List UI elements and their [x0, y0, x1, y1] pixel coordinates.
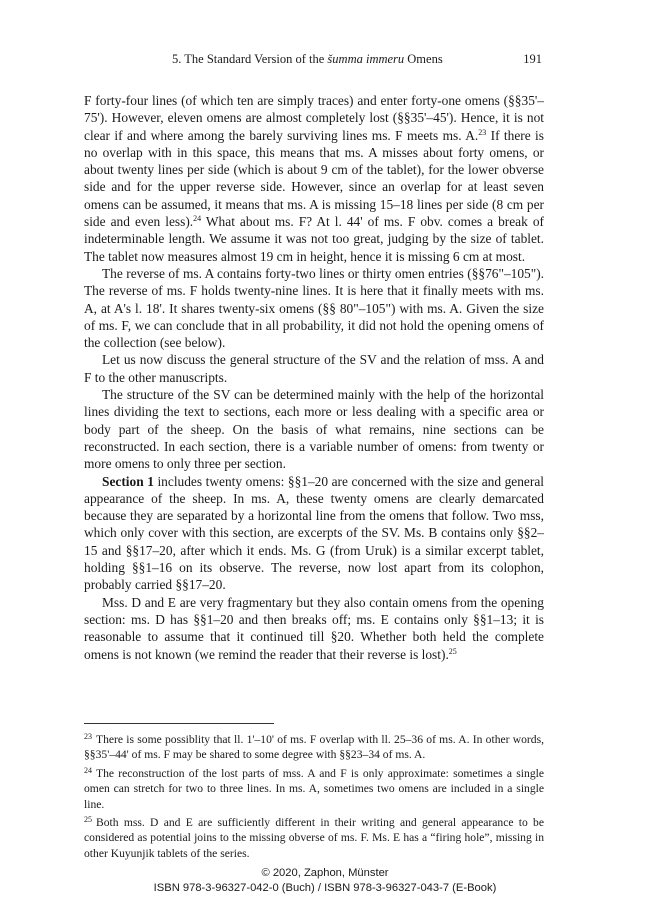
footnote-ref-23[interactable]: 23: [478, 127, 487, 137]
footnote-text: The reconstruction of the lost parts of mss. A and F is only approximate: sometimes a single omen can stretch for two to three lines. In ms. A, sometimes two omens are included in a single line.: [84, 766, 544, 811]
section-heading: Section 1: [102, 473, 154, 489]
footnote-ref-24[interactable]: 24: [193, 214, 202, 224]
paragraph-3: Let us now discuss the general structure of the SV and the relation of mss. A and F to the other manuscripts.: [84, 352, 544, 385]
footnote-number: 23: [84, 732, 92, 741]
page-number: 191: [523, 52, 542, 66]
footnotes: [84, 729, 544, 861]
footnote-text: Both mss. D and E are sufficiently different in their writing and general appearance to be considered as potential joins to the missing obverse of ms. F. Ms. E has a “firing hole”, missing in other Kuyunjik tablets of the series.: [84, 816, 544, 860]
footnote-number: 25: [84, 815, 92, 825]
footnote-ref-25[interactable]: 25: [448, 646, 457, 656]
paragraph-1: F forty-four lines (of which ten are simply traces) and enter forty-one omens (§§35'–75'). However, eleven omens are almost completely lost (§§35'–45'). Hence, it is not clear if and where among the barely surviving lines ms. F meets ms. A.$^{23}$ If there is no overlap with in this space, this means that ms. A misses about forty omens, or about twenty lines per side (which is about 9 cm of the tablet), for the lower obverse side and for the upper reverse side. However, since an overlap for at least seven omens can be assumed, it means that ms. A is missing 15–18 lines per side (8 cm per side and even less).$^{24}$ What about ms. F? At l. 44' of ms. F obv. comes a break of indeterminable length. We assume it was not too great, judging by the size of tablet. The tablet now measures almost 19 cm in height, hence it is missing 6 cm at most.: [84, 93, 544, 264]
footnote: [84, 763, 544, 812]
paragraph-5: Section 1 includes twenty omens: §§1–20 are concerned with the size and general appearance of the sheep. In ms. A, these twenty omens are clearly demarcated because they are separated by a horizontal line from the omens that follow. Two mss, which only cover with this section, are excerpts of the SV. Ms. B contains only §§2–15 and §§17–20, after which it ends. Ms. G (from Uruk) is a similar excerpt tablet, holding §§1–16 on its observe. The reverse, now lost apart from its colophon, probably carried §§17–20.: [84, 473, 544, 593]
paragraph-4: The structure of the SV can be determined mainly with the help of the horizontal lines dividing the text to sections, each more or less dealing with a specific area or body part of the sheep. On the basis of what remains, nine sections can be reconstructed. In each section, there is a variable number of omens: from twenty or more omens to only three per section.: [84, 387, 544, 472]
chapter-title: 5. The Standard Version of the šumma immeru Omens: [172, 52, 443, 66]
footnote: [84, 812, 544, 861]
title-italic-term: šumma immeru: [327, 52, 405, 66]
footnote: [84, 729, 544, 763]
copyright-line: © 2020, Zaphon, Münster: [261, 867, 389, 879]
isbn-line: ISBN 978-3-96327-042-0 (Buch) / ISBN 978-3-96327-043-7 (E-Book): [153, 881, 497, 894]
main-text: [84, 92, 544, 663]
paragraph-6: Mss. D and E are very fragmentary but they also contain omens from the opening section: ms. D has §§1–20 and then breaks off; ms. E contains only §§1–13; it is reasonable to assume that it continued till §20. Whether both held the complete omens is not known (we remind the reader that their reverse is lost).$^{25}$: [84, 594, 544, 662]
paragraph-2: The reverse of ms. A contains forty-two lines or thirty omen entries (§§76"–105"). The reverse of ms. F holds twenty-nine lines. It is here that it finally meets with ms. A, at A's l. 18'. It shares twenty-six omens (§§ 80"–105") with ms. A. Given the size of ms. F, we can conclude that in all probability, it did not hold the opening omens of the collection (see below).: [84, 265, 544, 351]
footnote-text: There is some possiblity that ll. 1'–10' of ms. F overlap with ll. 25–36 of ms. A. In other words, §§35'–44' of ms. F may be shared to some degree with §§23–34 of ms. A.: [84, 733, 544, 762]
running-header: [84, 52, 542, 70]
footnote-divider: [84, 723, 274, 724]
footnote-number: 24: [84, 765, 92, 775]
publisher-imprint: [0, 866, 650, 895]
